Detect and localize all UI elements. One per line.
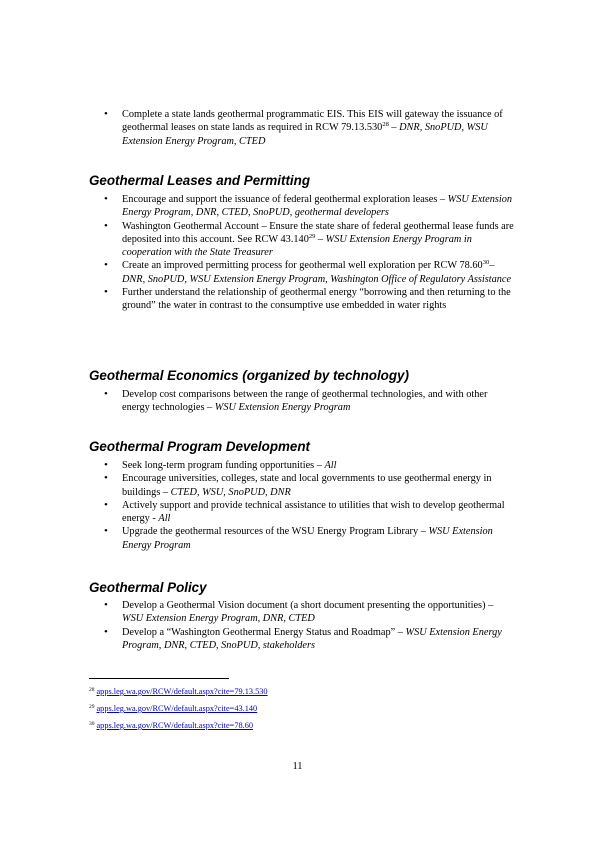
- section-list-economics: [104, 388, 514, 415]
- footnote-ref[interactable]: 30: [482, 259, 490, 267]
- item-text: Upgrade the geothermal resources of the WSU Energy Program Library –: [122, 526, 429, 538]
- item-text: Create an improved permitting process for geothermal well exploration per RCW 78.60: [122, 260, 483, 272]
- footnote-number: 30: [89, 721, 95, 727]
- list-item: [104, 286, 514, 313]
- list-item: [104, 599, 514, 626]
- item-separator: –: [489, 260, 495, 272]
- item-actors: All: [324, 460, 337, 471]
- list-item: [104, 626, 514, 653]
- item-separator: –: [388, 122, 400, 134]
- list-item: [104, 193, 514, 220]
- footnote-ref[interactable]: 28: [382, 121, 389, 129]
- section-heading-program-development: Geothermal Program Development: [89, 439, 311, 454]
- item-text: Develop cost comparisons between the range of geothermal technologies, and with other energy technologies –: [122, 389, 488, 414]
- item-text: Actively support and provide technical assistance to utilities that wish to develop geothermal energy -: [122, 499, 505, 525]
- item-text: Washington Geothermal Account – Ensure the state share of federal geothermal lease funds are deposited into this account. See RCW 43.140: [122, 220, 514, 245]
- page-number: 11: [292, 761, 303, 772]
- item-actors: DNR, SnoPUD, WSU Extension Energy Program, CTED: [122, 122, 488, 147]
- footnote-ref[interactable]: 29: [308, 232, 316, 240]
- item-separator: –: [315, 233, 326, 245]
- item-actors: DNR, SnoPUD, WSU Extension Energy Program, Washington Office of Regulatory Assistance: [122, 273, 512, 285]
- footnote-link[interactable]: apps.leg.wa.gov/RCW/default.aspx?cite=43.140: [96, 704, 258, 713]
- list-item: [104, 525, 514, 552]
- footnote-30: [89, 720, 253, 731]
- item-text: Develop a “Washington Geothermal Energy Status and Roadmap” –: [122, 626, 406, 638]
- item-text: Develop a Geothermal Vision document (a short document presenting the opportunities) –: [122, 600, 494, 611]
- item-text: Seek long-term program funding opportunities –: [122, 460, 325, 471]
- intro-list: [104, 108, 514, 148]
- section-heading-economics: Geothermal Economics (organized by technology): [89, 368, 409, 383]
- footnote-link[interactable]: apps.leg.wa.gov/RCW/default.aspx?cite=78.60: [96, 721, 254, 730]
- section-list-program-development: [104, 459, 514, 552]
- item-actors: WSU Extension Energy Program, DNR, CTED, SnoPUD, stakeholders: [122, 626, 502, 651]
- list-item: [104, 472, 514, 499]
- item-text: Complete a state lands geothermal programmatic EIS. This EIS will gateway the issuance of geothermal leases on state lands as required in RCW 79.13.530: [122, 109, 503, 134]
- item-text: Encourage and support the issuance of federal geothermal exploration leases –: [122, 194, 448, 205]
- section-list-policy: [104, 599, 514, 652]
- item-actors: WSU Extension Energy Program, DNR, CTED: [122, 613, 315, 625]
- list-item: [104, 388, 514, 415]
- footnote-28: [89, 686, 268, 697]
- list-item: [104, 499, 514, 526]
- item-text: Encourage universities, colleges, state and local governments to use geothermal energy in buildings –: [122, 473, 492, 498]
- footnote-number: 28: [89, 687, 95, 693]
- item-text: Further understand the relationship of geothermal energy “borrowing and then returning to the ground” the water in contrast to the consumptive use embedded in water rights: [122, 287, 511, 312]
- section-heading-policy: Geothermal Policy: [89, 580, 207, 595]
- footnote-link[interactable]: apps.leg.wa.gov/RCW/default.aspx?cite=79.13.530: [96, 687, 268, 696]
- section-heading-leases: Geothermal Leases and Permitting: [89, 173, 311, 188]
- list-item: [104, 459, 514, 472]
- item-actors: WSU Extension Energy Program: [122, 526, 493, 551]
- item-actors: CTED, WSU, SnoPUD, DNR: [170, 486, 291, 498]
- item-actors: WSU Extension Energy Program in cooperation with the State Treasurer: [122, 233, 472, 259]
- item-actors: All: [158, 513, 171, 525]
- list-item: [104, 108, 514, 148]
- list-item: [104, 220, 514, 260]
- footnote-divider: [89, 678, 229, 679]
- section-list-leases: [104, 193, 514, 313]
- footnote-29: [89, 703, 257, 714]
- item-actors: WSU Extension Energy Program: [214, 402, 351, 414]
- footnote-number: 29: [89, 704, 95, 710]
- list-item: [104, 259, 514, 286]
- item-actors: WSU Extension Energy Program, DNR, CTED, SnoPUD, geothermal developers: [122, 194, 513, 219]
